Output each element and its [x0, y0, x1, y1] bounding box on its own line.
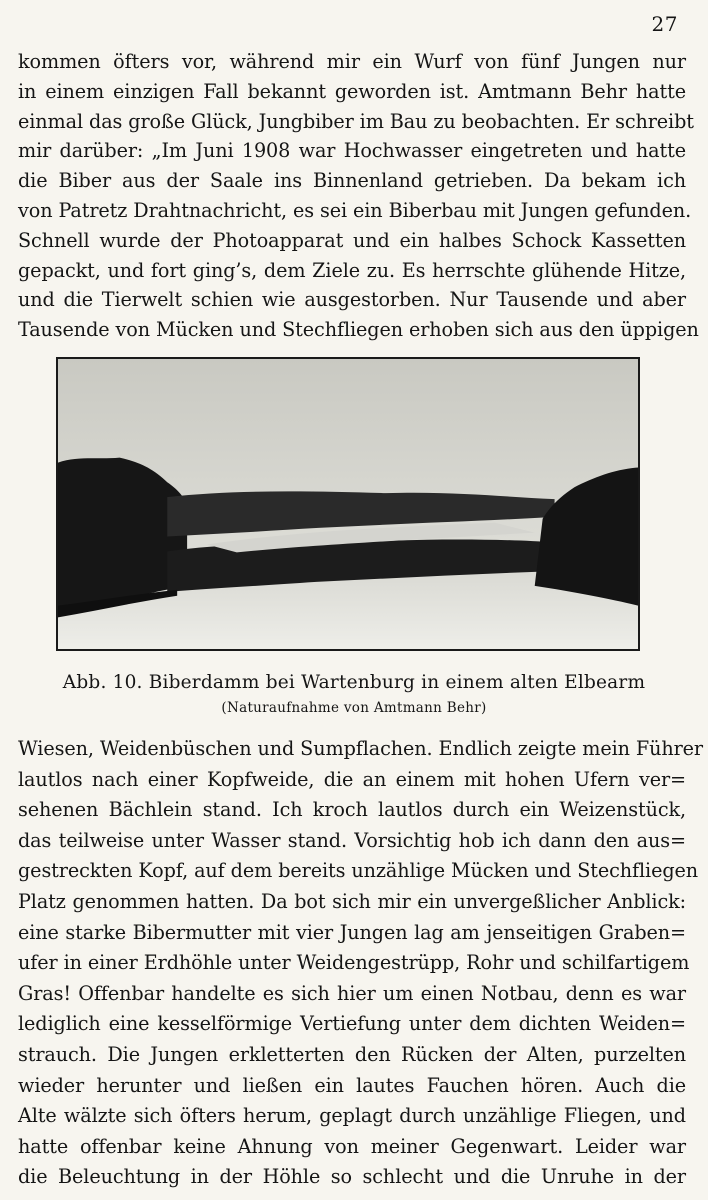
text-line: Tausende von Mücken und Stechfliegen erhoben sich aus den üppigen [18, 318, 699, 342]
paragraph-bottom [18, 734, 703, 1193]
text-line: die Beleuchtung in der Höhle so schlecht und die Unruhe in der [18, 1165, 686, 1189]
text-line: Gras! Offenbar handelte es sich hier um einen Notbau, denn es war [18, 981, 686, 1005]
figure-caption: Abb. 10. Biberdamm bei Wartenburg in einem alten Elbearm [62, 672, 646, 693]
text-line: einmal das große Glück, Jungbiber im Bau zu beobachten. Er schreibt [18, 109, 694, 133]
text-line: lautlos nach einer Kopfweide, die an einem mit hohen Ufern ver= [18, 767, 686, 791]
text-line: gestreckten Kopf, auf dem bereits unzählige Mücken und Stechfliegen [18, 859, 699, 883]
text-line: lediglich eine kesselförmige Vertiefung unter dem dichten Weiden= [18, 1012, 686, 1036]
photo-illustration [58, 359, 638, 649]
beaver-dam-photo [56, 357, 640, 651]
paragraph-top [18, 47, 699, 345]
text-line: hatte offenbar keine Ahnung von meiner Gegenwart. Leider war [18, 1134, 686, 1158]
text-line: wieder herunter und ließen ein lautes Fauchen hören. Auch die [18, 1073, 686, 1097]
text-line: Schnell wurde der Photoapparat und ein halbes Schock Kassetten [18, 228, 686, 252]
text-line: strauch. Die Jungen erkletterten den Rücken der Alten, purzelten [18, 1042, 686, 1066]
text-line: in einem einzigen Fall bekannt geworden ist. Amtmann Behr hatte [18, 79, 686, 103]
text-line: gepackt, und fort ging’s, dem Ziele zu. Es herrschte glühende Hitze, [18, 258, 686, 282]
text-line: von Patretz Drahtnachricht, es sei ein Biberbau mit Jungen gefunden. [18, 198, 692, 222]
text-line: Alte wälzte sich öfters herum, geplagt durch unzählige Fliegen, und [18, 1104, 686, 1128]
text-line: Platz genommen hatten. Da bot sich mir ein unvergeßlicher Anblick: [18, 889, 686, 913]
text-line: kommen öfters vor, während mir ein Wurf von fünf Jungen nur [18, 50, 686, 73]
text-line: mir darüber: „Im Juni 1908 war Hochwasser eingetreten und hatte [18, 139, 686, 163]
text-line: sehenen Bächlein stand. Ich kroch lautlos durch ein Weizenstück, [18, 798, 686, 822]
text-line: eine starke Bibermutter mit vier Jungen lag am jenseitigen Graben= [18, 920, 686, 944]
text-line: die Biber aus der Saale ins Binnenland getrieben. Da bekam ich [18, 169, 686, 193]
text-line: und die Tierwelt schien wie ausgestorben. Nur Tausende und aber [18, 288, 686, 312]
figure-credit: (Naturaufnahme von Amtmann Behr) [221, 700, 487, 716]
text-line: Wiesen, Weidenbüschen und Sumpflachen. Endlich zeigte mein Führer [18, 737, 703, 760]
text-line: das teilweise unter Wasser stand. Vorsichtig hob ich dann den aus= [18, 828, 686, 852]
text-line: ufer in einer Erdhöhle unter Weidengestrüpp, Rohr und schilfartigem [18, 951, 690, 975]
page-number: 27 [651, 12, 678, 36]
